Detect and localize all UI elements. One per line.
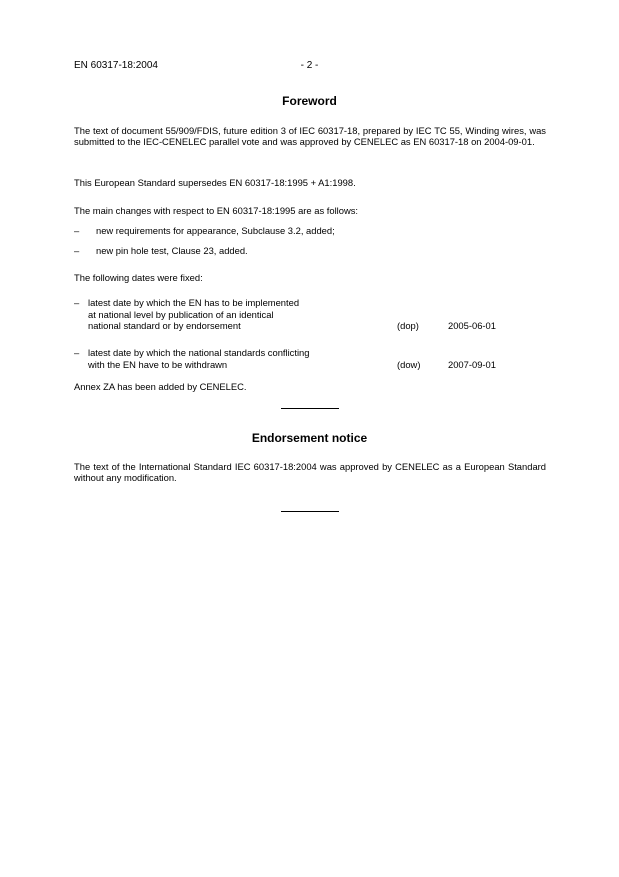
foreword-paragraph-1: The text of document 55/909/FDIS, future edition 3 of IEC 60317-18, prepared by IEC TC 55, Winding wires, was submitted to the IEC-CENELEC parallel vote and was approved by CENELEC as EN 60317-18 on 2004-09-01. — [74, 125, 546, 147]
date-value: 2005-06-01 — [448, 320, 496, 331]
foreword-paragraph-3: The main changes with respect to EN 60317-18:1995 are as follows: — [74, 205, 359, 216]
dash-bullet: – — [74, 225, 80, 236]
date-code: (dow) — [397, 359, 421, 370]
page-number: - 2 - — [300, 60, 319, 71]
section-divider — [281, 408, 339, 409]
foreword-title: Foreword — [282, 94, 337, 108]
date-code: (dop) — [397, 320, 419, 331]
dash-bullet: – — [74, 297, 80, 308]
dash-bullet: – — [74, 245, 80, 256]
change-item-text: new requirements for appearance, Subclause 3.2, added; — [96, 225, 335, 236]
dash-bullet: – — [74, 347, 80, 358]
foreword-paragraph-2: This European Standard supersedes EN 60317-18:1995 + A1:1998. — [74, 177, 356, 188]
endorsement-title: Endorsement notice — [251, 431, 368, 445]
date-item-text: latest date by which the national standards conflicting with the EN have to be withdrawn — [88, 347, 310, 370]
endorsement-paragraph: The text of the International Standard IEC 60317-18:2004 was approved by CENELEC as a European Standard without any modification. — [74, 461, 546, 483]
document-id: EN 60317-18:2004 — [74, 60, 158, 71]
date-item-text: latest date by which the EN has to be implemented at national level by publication of an identical national standard or by endorsement — [88, 297, 300, 331]
annex-note: Annex ZA has been added by CENELEC. — [74, 381, 247, 392]
dates-intro: The following dates were fixed: — [74, 272, 203, 283]
change-item-text: new pin hole test, Clause 23, added. — [96, 245, 248, 256]
date-value: 2007-09-01 — [448, 359, 496, 370]
section-divider — [281, 511, 339, 512]
